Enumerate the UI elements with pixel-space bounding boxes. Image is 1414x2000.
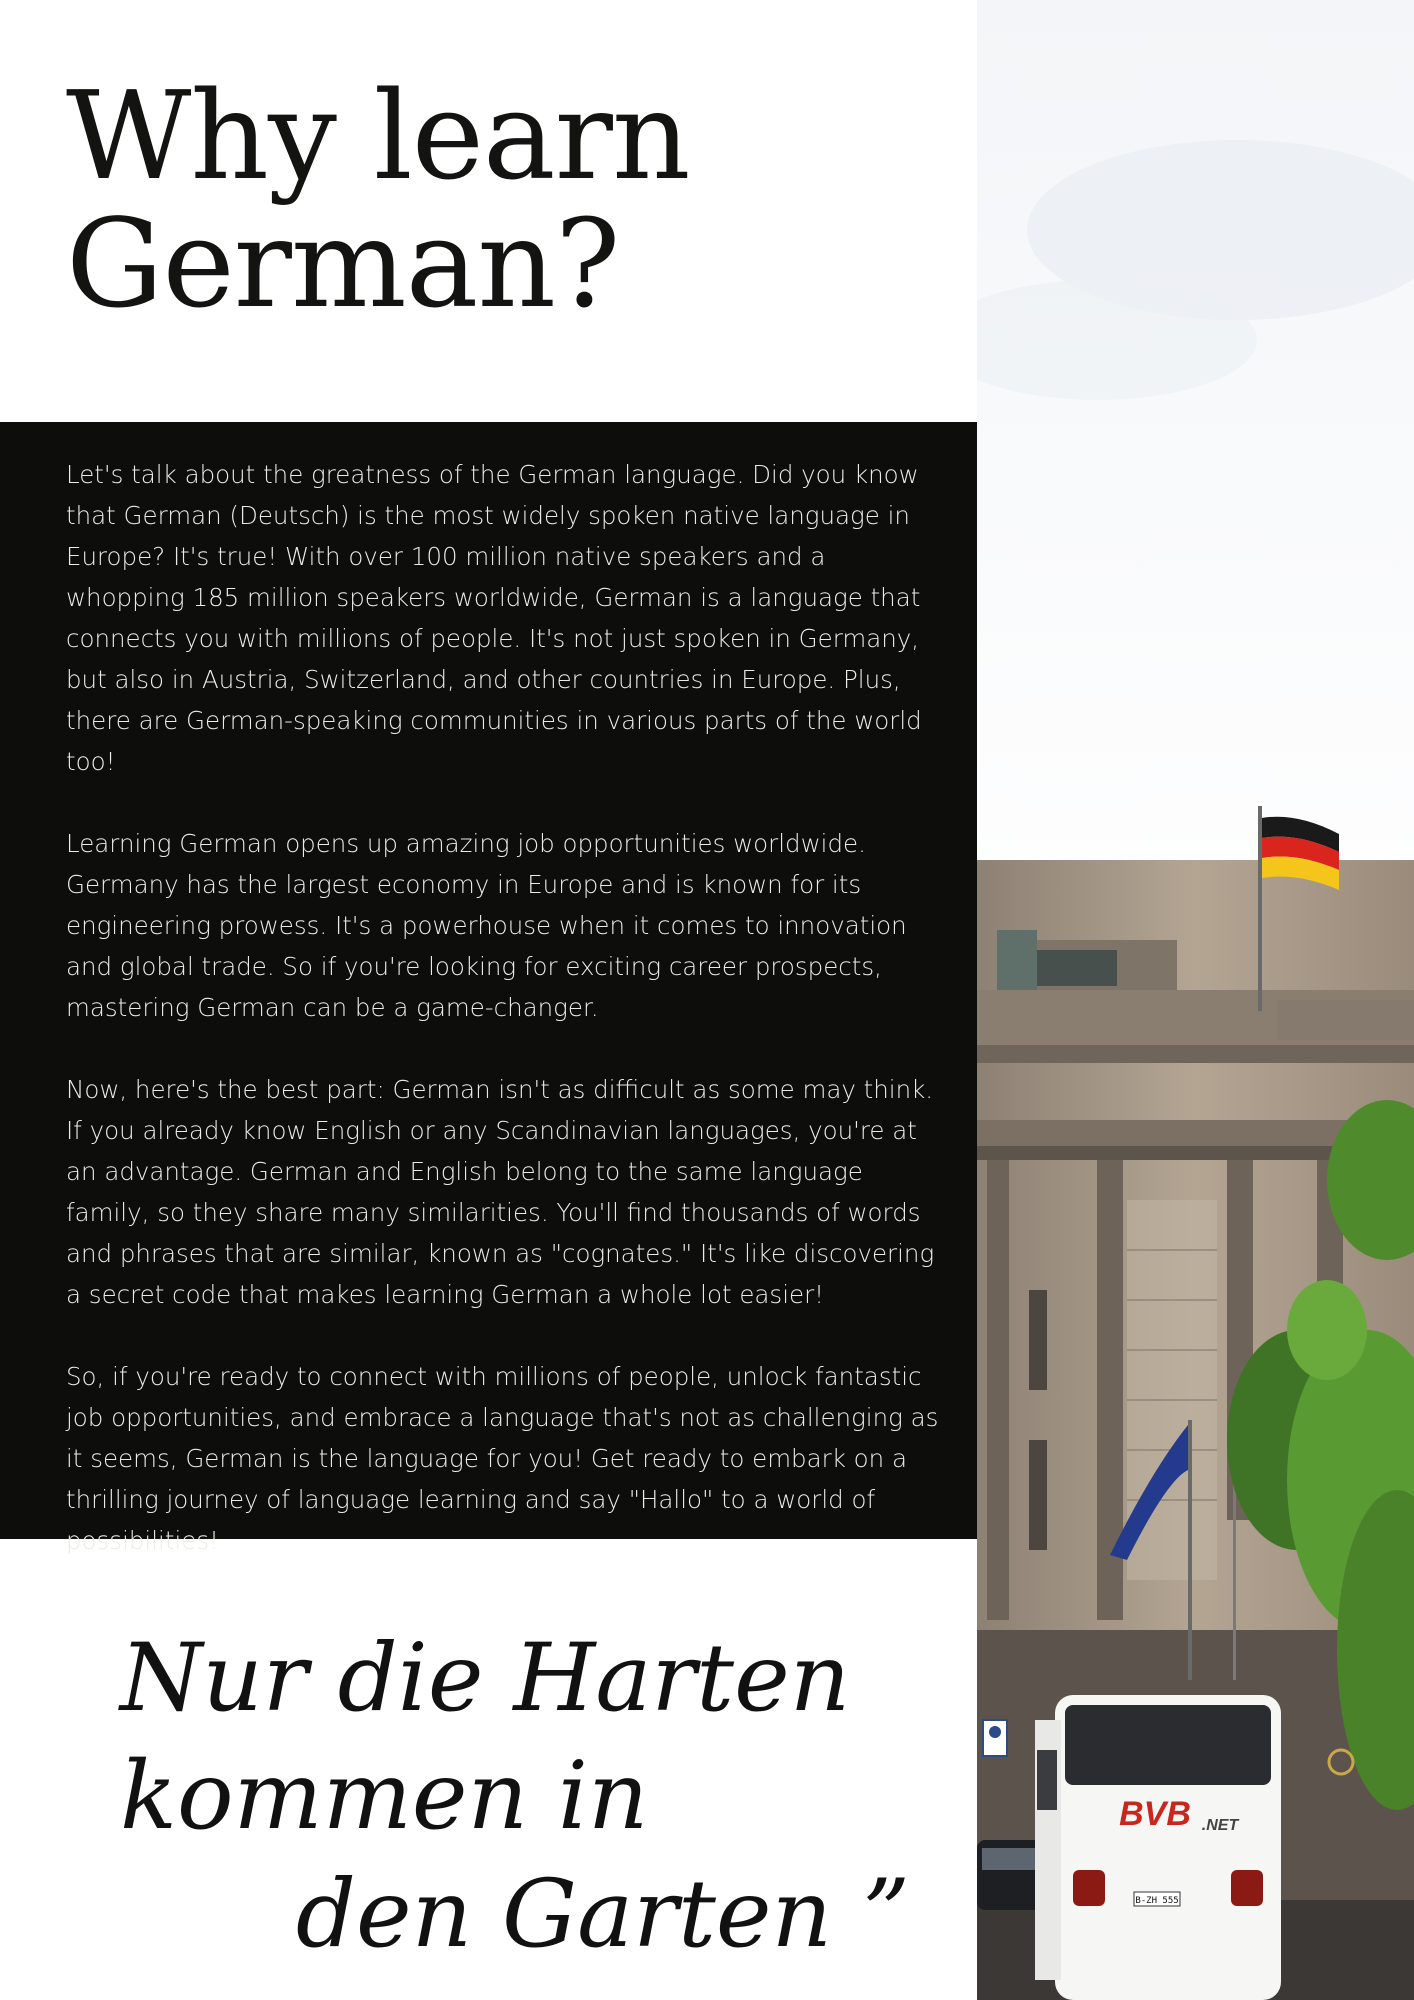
quote-line-2: den Garten ” [295, 1860, 910, 1969]
body-text [66, 454, 946, 1602]
bus-plate: B-ZH 555 [1135, 1896, 1179, 1906]
german-quote [120, 1620, 940, 1974]
title-line-1: Why learn [66, 65, 690, 207]
bus-logo: BVB [1119, 1795, 1191, 1833]
paragraph-4: So, if you're ready to connect with millions of people, unlock fantastic job opportunities, and embrace a language that's not as challenging as it seems, German is the language for you! Get ready to embark on a thrilling journey of language learning and say "Hallo" to a world of possibilities! [66, 1362, 939, 1555]
paragraph-3: Now, here's the best part: German isn't as difficult as some may think. If you already know English or any Scandinavian languages, you're at an advantage. German and English belong to the same language family, so they share many similarities. You'll find thousands of words and phrases that are similar, known as "cognates." It's like discovering a secret code that makes learning German a whole lot easier! [66, 1075, 935, 1309]
bus [1035, 1695, 1281, 2000]
reichstag-photo [977, 0, 1414, 2000]
title-line-2: German? [66, 193, 620, 335]
paragraph-1: Let's talk about the greatness of the German language. Did you know that German (Deutsch) is the most widely spoken native language in Europe? It's true! With over 100 million native speakers and a whopping 185 million speakers worldwide, German is a language that connects you with millions of people. It's not just spoken in Germany, but also in Austria, Switzerland, and other countries in Europe. Plus, there are German-speaking communities in various parts of the world too! [66, 460, 922, 776]
paragraph-2: Learning German opens up amazing job opportunities worldwide. Germany has the largest economy in Europe and is known for its engineering prowess. It's a powerhouse when it comes to innovation and global trade. So if you're looking for exciting career prospects, mastering German can be a game-changer. [66, 829, 907, 1022]
quote-line-1: Nur die Harten kommen in [120, 1624, 851, 1851]
bus-logo-suffix: .NET [1201, 1817, 1239, 1834]
page-title [66, 65, 966, 335]
